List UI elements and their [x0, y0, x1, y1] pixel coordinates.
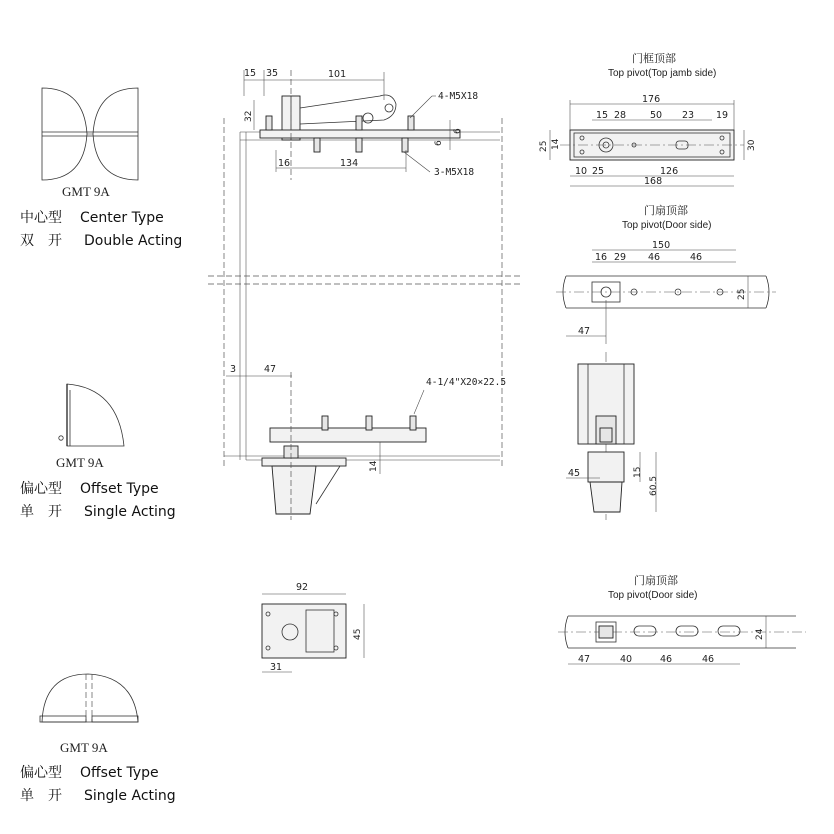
offset-type-icon-2	[40, 674, 138, 722]
label-4-m5x18: 4-M5X18	[438, 91, 479, 102]
jamb-dim-50: 50	[650, 110, 663, 121]
dim-15: 15	[244, 68, 257, 79]
jamb-dim-10: 10	[575, 166, 588, 177]
floor-dim-45: 45	[353, 628, 363, 640]
side-section	[566, 352, 659, 520]
jamb-dim-15: 15	[596, 110, 609, 121]
type1-en2: Double Acting	[84, 233, 183, 249]
type3-model: GMT 9A	[60, 740, 108, 755]
type1-model: GMT 9A	[62, 184, 110, 199]
type1-cn2: 双 开	[20, 233, 62, 249]
door-dim-29: 29	[614, 252, 627, 263]
type3-en: Offset Type	[80, 765, 159, 781]
door2-title-cn: 门扇顶部	[634, 574, 678, 587]
jamb-plate	[539, 51, 757, 187]
dim-101: 101	[328, 69, 347, 80]
jamb-dim-19: 19	[716, 110, 729, 121]
door2-dim-24: 24	[755, 628, 765, 640]
side-dim-45: 45	[568, 468, 581, 479]
label-3-m5x18: 3-M5X18	[434, 167, 475, 178]
dim-6-a: 6	[453, 128, 463, 134]
door2-dim-47: 47	[578, 654, 591, 665]
door-dim-46a: 46	[648, 252, 661, 263]
dim-16: 16	[278, 158, 291, 169]
floor-dim-92: 92	[296, 582, 309, 593]
type2-cn: 偏心型	[20, 481, 62, 497]
dim-35: 35	[266, 68, 279, 79]
offset-type-icon-1	[59, 384, 124, 446]
jamb-dim-30: 30	[747, 139, 757, 151]
door-title-cn: 门扇顶部	[644, 204, 688, 217]
label-bolts: 4-1/4"X20×22.5	[426, 377, 507, 388]
door2-dim-46b: 46	[702, 654, 715, 665]
jamb-title-en: Top pivot(Top jamb side)	[608, 68, 717, 79]
side-dim-15: 15	[633, 466, 643, 478]
type1-en: Center Type	[80, 210, 164, 226]
dim-6-b: 6	[434, 140, 444, 146]
side-dim-60-5: 60.5	[649, 475, 659, 496]
jamb-dim-25: 25	[539, 140, 549, 152]
door-dim-150: 150	[652, 240, 671, 251]
type3-en2: Single Acting	[84, 788, 176, 804]
jamb-dim-126: 126	[660, 166, 679, 177]
type2-en2: Single Acting	[84, 504, 176, 520]
jamb-dim-176: 176	[642, 94, 661, 105]
door-dim-46b: 46	[690, 252, 703, 263]
dim-14: 14	[369, 460, 379, 472]
door2-dim-46a: 46	[660, 654, 673, 665]
door2-title-en: Top pivot(Door side)	[608, 590, 698, 601]
jamb-title-cn: 门框顶部	[632, 52, 676, 65]
dim-32: 32	[244, 110, 254, 122]
door-plate-2	[558, 573, 806, 665]
dim-3: 3	[230, 364, 237, 375]
door-title-en: Top pivot(Door side)	[622, 220, 712, 231]
door-dim-47: 47	[578, 326, 591, 337]
main-elevation	[208, 68, 520, 520]
type2-en: Offset Type	[80, 481, 159, 497]
type3-cn2: 单 开	[20, 788, 62, 804]
jamb-dim-28: 28	[614, 110, 627, 121]
floor-dim-31: 31	[270, 662, 283, 673]
type3-cn: 偏心型	[20, 765, 62, 781]
jamb-dim-14: 14	[551, 138, 561, 150]
jamb-dim-25b: 25	[592, 166, 605, 177]
jamb-dim-168: 168	[644, 176, 663, 187]
type1-cn: 中心型	[20, 210, 62, 226]
floor-plate	[262, 582, 364, 673]
center-type-icon	[42, 88, 138, 180]
door-plate	[556, 203, 776, 344]
door-dim-25: 25	[737, 288, 747, 300]
jamb-dim-23: 23	[682, 110, 695, 121]
type2-model: GMT 9A	[56, 455, 104, 470]
dim-47: 47	[264, 364, 277, 375]
type2-cn2: 单 开	[20, 504, 62, 520]
door-dim-16: 16	[595, 252, 608, 263]
door2-dim-40: 40	[620, 654, 633, 665]
dim-134: 134	[340, 158, 359, 169]
